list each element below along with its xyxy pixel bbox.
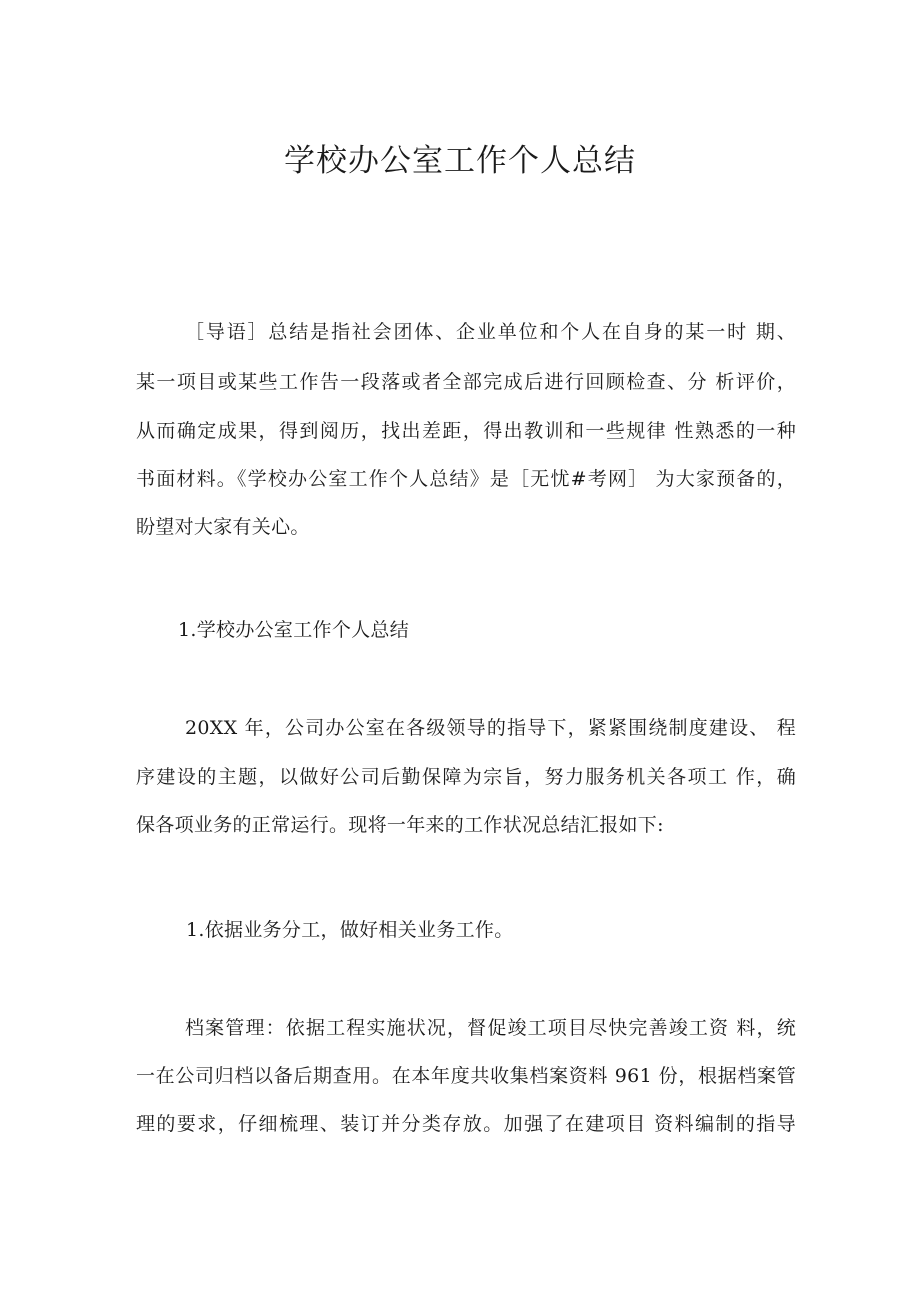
paragraph-1-line-1: 20XX 年，公司办公室在各级领导的指导下，紧紧围绕制度建设、 程 bbox=[185, 717, 796, 739]
intro-line-5: 盼望对大家有关心。 bbox=[136, 516, 310, 538]
intro-line-3: 从而确定成果，得到阅历，找出差距，得出教训和一些规律 性熟悉的一种 bbox=[136, 420, 796, 442]
paragraph-2-line-2: 一在公司归档以备后期查用。在本年度共收集档案资料 961 份，根据档案管 bbox=[136, 1065, 796, 1087]
subheading: 1.依据业务分工，做好相关业务工作。 bbox=[186, 919, 514, 941]
paragraph-2-line-3: 理的要求，仔细梳理、装订并分类存放。加强了在建项目 资料编制的指导 bbox=[136, 1113, 796, 1135]
intro-line-2: 某一项目或某些工作告一段落或者全部完成后进行回顾检查、分 析评价， bbox=[136, 371, 796, 393]
paragraph-2-line-1: 档案管理：依据工程实施状况，督促竣工项目尽快完善竣工资 料，统 bbox=[185, 1017, 796, 1039]
document-title: 学校办公室工作个人总结 bbox=[284, 143, 636, 179]
section-heading: 1.学校办公室工作个人总结 bbox=[178, 619, 410, 641]
paragraph-1-line-2: 序建设的主题，以做好公司后勤保障为宗旨，努力服务机关各项工 作，确 bbox=[136, 766, 796, 788]
paragraph-1-line-3: 保各项业务的正常运行。现将一年来的工作状况总结汇报如下: bbox=[136, 814, 664, 836]
intro-line-4: 书面材料。《学校办公室工作个人总结》是［无忧#考网］ 为大家预备的， bbox=[136, 468, 796, 490]
intro-line-1: ［导语］总结是指社会团体、企业单位和个人在自身的某一时 期、 bbox=[185, 321, 796, 343]
